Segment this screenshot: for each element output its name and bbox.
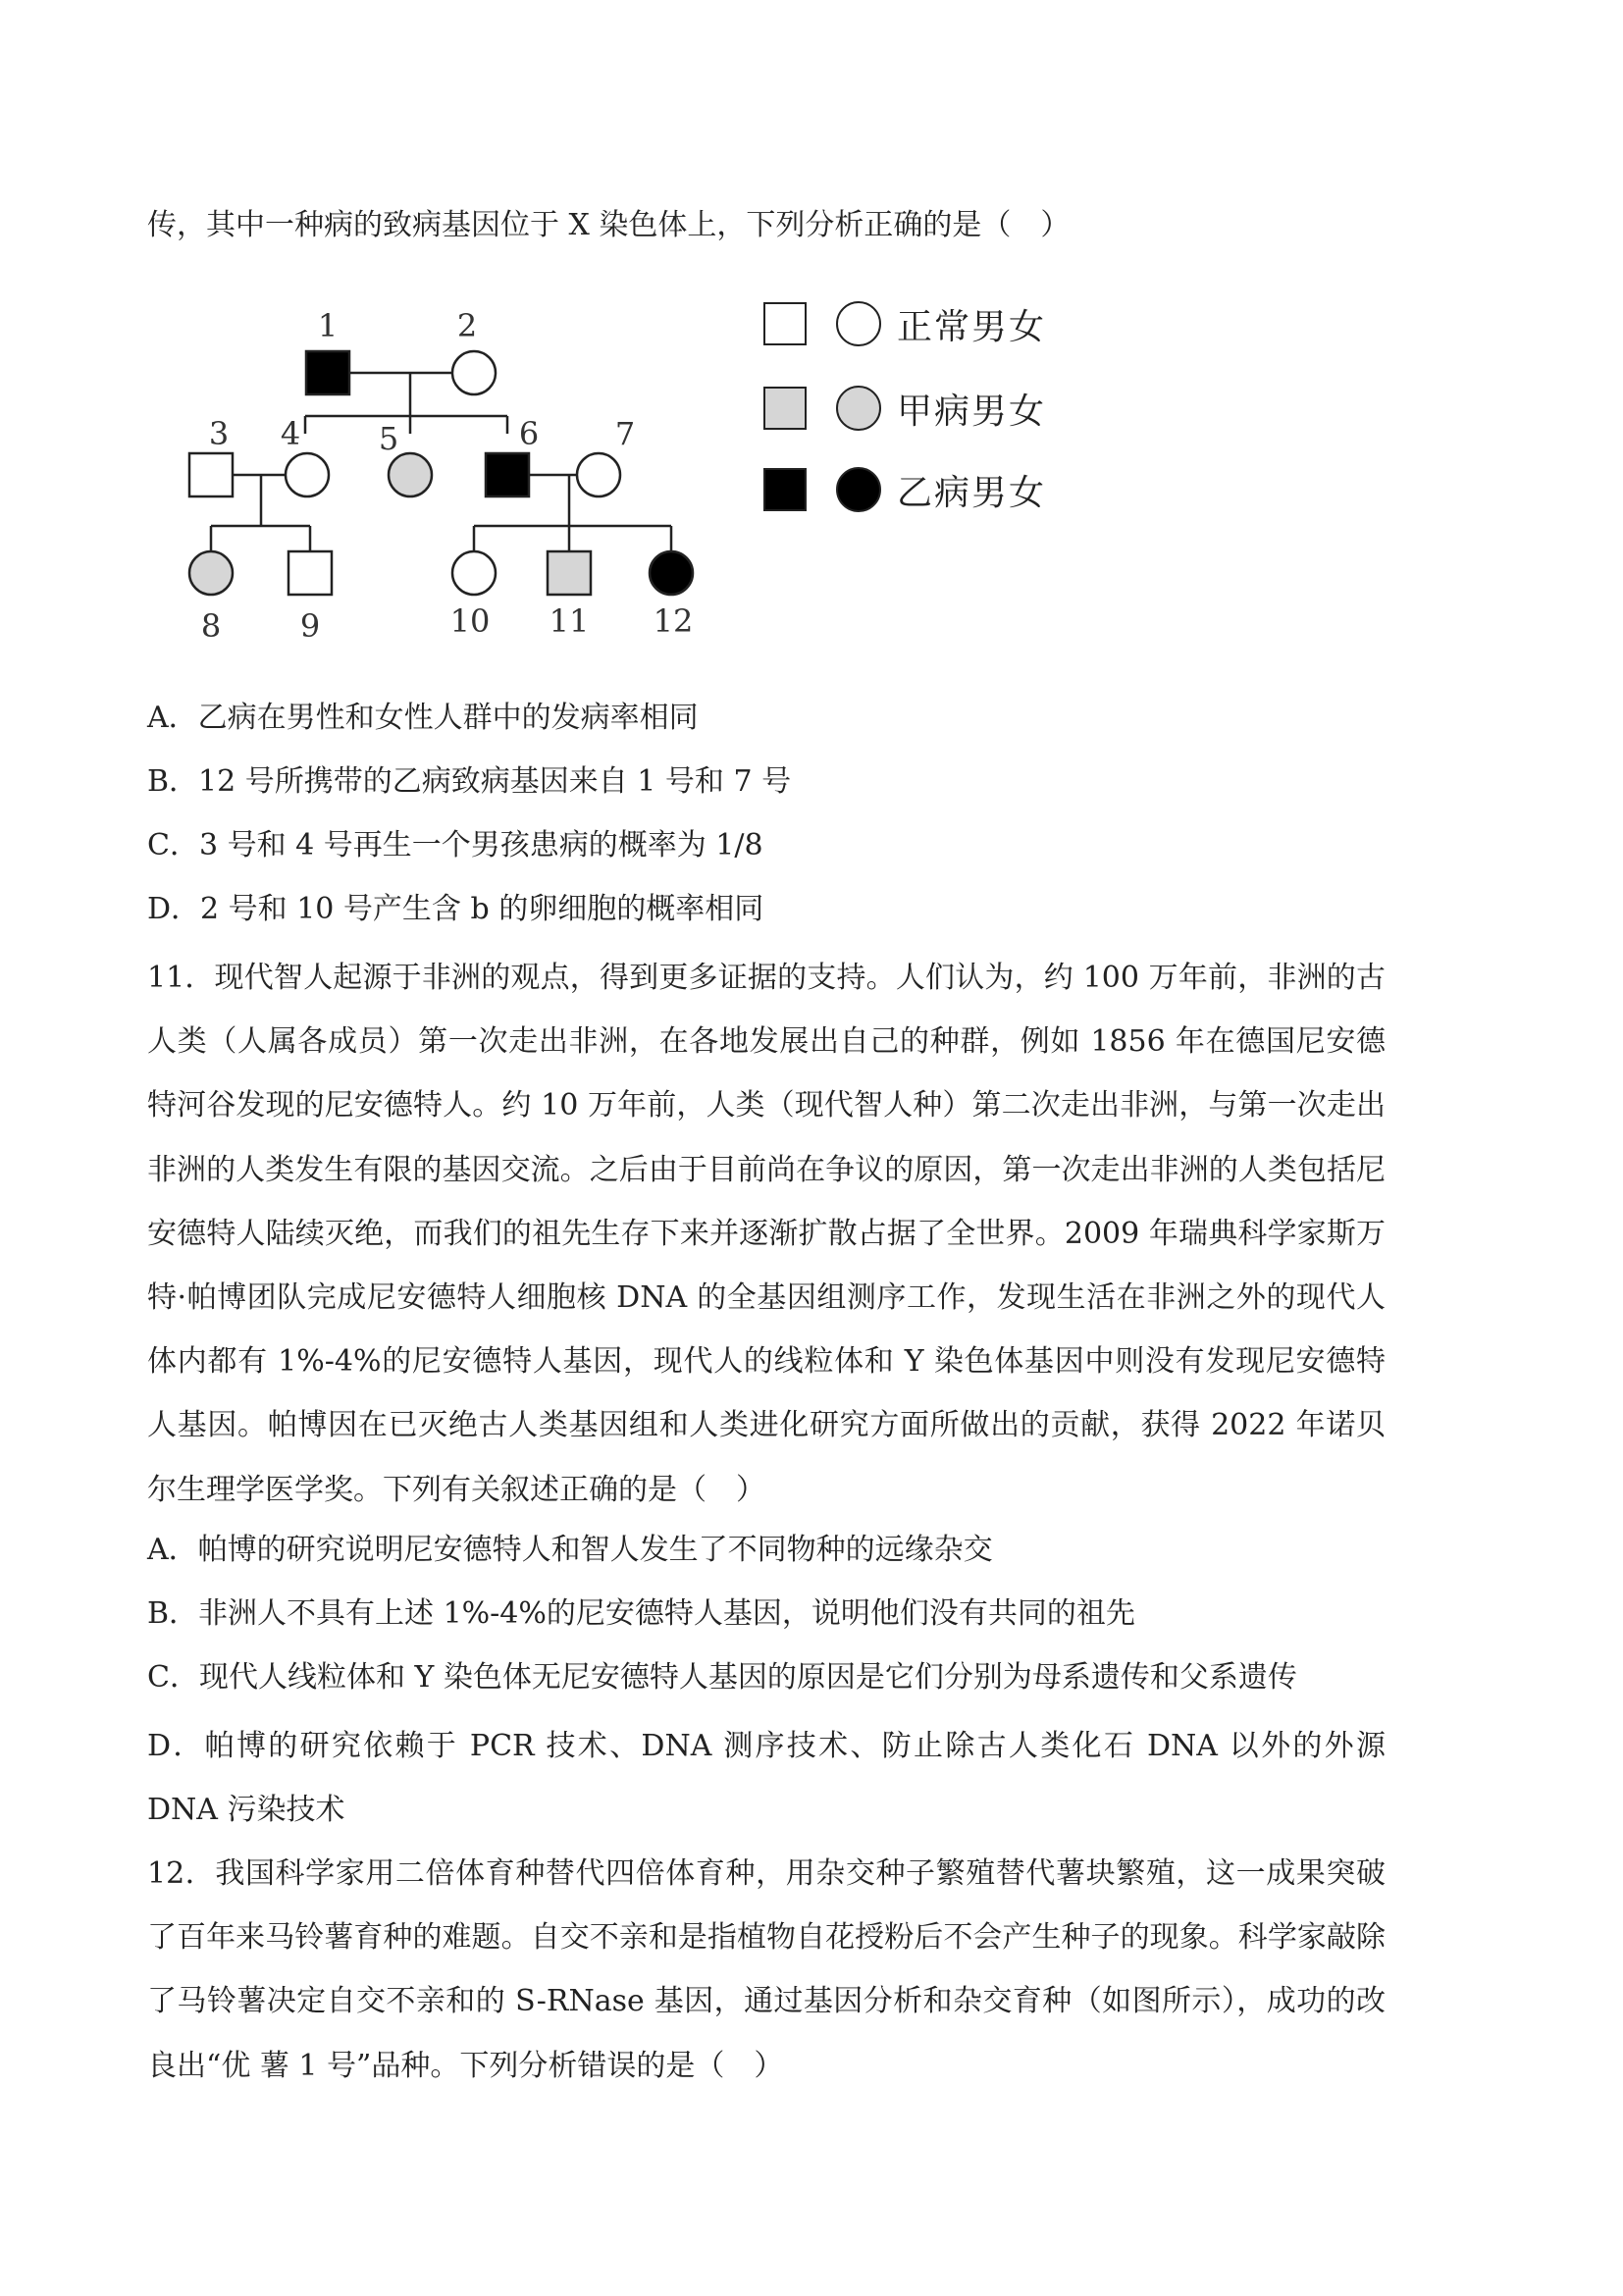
individual-3-male-normal [189, 453, 233, 496]
legend-label: 乙病男女 [897, 472, 1047, 513]
q12-stem: 12．我国科学家用二倍体育种替代四倍体育种，用杂交种子繁殖替代薯块繁殖，这一成果突破了百年来马铃薯育种的难题。自交不亲和是指植物自花授粉后不会产生种子的现象。科学家敲除了马铃薯决定自交不亲和的 S-RNase 基因，通过基因分析和杂交育种（如图所示），成功的改良出“优 薯 1 号”品种。下列分析错误的是（ ） [147, 1856, 1386, 2083]
question-intro: 传，其中一种病的致病基因位于 X 染色体上，下列分析正确的是（ ） [147, 208, 1071, 242]
num-5: 5 [378, 420, 399, 457]
individual-4-female-normal [286, 453, 329, 496]
q10-option-c: C．3 号和 4 号再生一个男孩患病的概率为 1/8 [147, 828, 763, 862]
legend-label: 甲病男女 [897, 391, 1047, 432]
legend-female-disease-a-symbol [836, 386, 881, 431]
legend-male-disease-b-symbol [763, 468, 807, 511]
individual-8-female-disease-a [189, 551, 233, 595]
legend-normal [763, 300, 1046, 347]
individual-9-male-normal [288, 551, 332, 595]
legend-disease-b [763, 466, 1046, 513]
legend-label: 正常男女 [897, 306, 1047, 347]
legend-male-disease-a-symbol [763, 387, 807, 430]
individual-6-male-disease-b [486, 453, 529, 496]
individual-7-female-normal [577, 453, 620, 496]
individual-5-female-disease-a [389, 453, 432, 496]
q10-option-d: D．2 号和 10 号产生含 b 的卵细胞的概率相同 [147, 892, 764, 926]
num-2: 2 [456, 307, 478, 344]
num-11: 11 [549, 602, 590, 640]
individual-10-female-normal [452, 551, 496, 595]
num-1: 1 [317, 307, 339, 344]
pedigree-chart [167, 294, 716, 657]
legend-female-normal-symbol [836, 301, 881, 346]
q10-option-a: A．乙病在男性和女性人群中的发病率相同 [147, 701, 699, 735]
num-9: 9 [299, 607, 321, 645]
q11-option-b: B．非洲人不具有上述 1%-4%的尼安德特人基因，说明他们没有共同的祖先 [147, 1596, 1135, 1631]
q11-option-a: A．帕博的研究说明尼安德特人和智人发生了不同物种的远缘杂交 [147, 1533, 993, 1567]
legend-male-normal-symbol [763, 302, 807, 345]
individual-1-male-disease-b [306, 351, 349, 394]
legend-disease-a [763, 385, 1046, 432]
num-3: 3 [208, 415, 230, 452]
pedigree-individuals [189, 351, 693, 595]
individual-11-male-disease-a [548, 551, 591, 595]
num-8: 8 [200, 607, 222, 645]
num-12: 12 [653, 602, 694, 640]
num-10: 10 [449, 602, 491, 640]
q10-option-b: B．12 号所携带的乙病致病基因来自 1 号和 7 号 [147, 764, 792, 799]
legend-female-disease-b-symbol [836, 467, 881, 512]
q11-option-c: C．现代人线粒体和 Y 染色体无尼安德特人基因的原因是它们分别为母系遗传和父系遗传 [147, 1660, 1297, 1695]
individual-2-female-normal [452, 351, 496, 394]
num-6: 6 [518, 415, 540, 452]
q11-option-d: D．帕博的研究依赖于 PCR 技术、DNA 测序技术、防止除古人类化石 DNA 以外的外源 DNA 污染技术 [147, 1729, 1386, 1828]
individual-12-female-disease-b [650, 551, 693, 595]
q11-stem: 11．现代智人起源于非洲的观点，得到更多证据的支持。人们认为，约 100 万年前，非洲的古人类（人属各成员）第一次走出非洲，在各地发展出自己的种群，例如 1856 年在德国尼安德特河谷发现的尼安德特人。约 10 万年前，人类（现代智人种）第二次走出非洲，与第一次走出非洲的人类发生有限的基因交流。之后由于目前尚在争议的原因，第一次走出非洲的人类包括尼安德特人陆续灭绝，而我们的祖先生存下来并逐渐扩散占据了全世界。2009 年瑞典科学家斯万特·帕博团队完成尼安德特人细胞核 DNA 的全基因组测序工作，发现生活在非洲之外的现代人体内都有 1%-4%的尼安德特人基因，现代人的线粒体和 Y 染色体基因中则没有发现尼安德特人基因。帕博因在已灭绝古人类基因组和人类进化研究方面所做出的贡献，获得 2022 年诺贝尔生理学医学奖。下列有关叙述正确的是（ ） [147, 961, 1386, 1507]
num-4: 4 [280, 415, 301, 452]
num-7: 7 [614, 415, 636, 452]
